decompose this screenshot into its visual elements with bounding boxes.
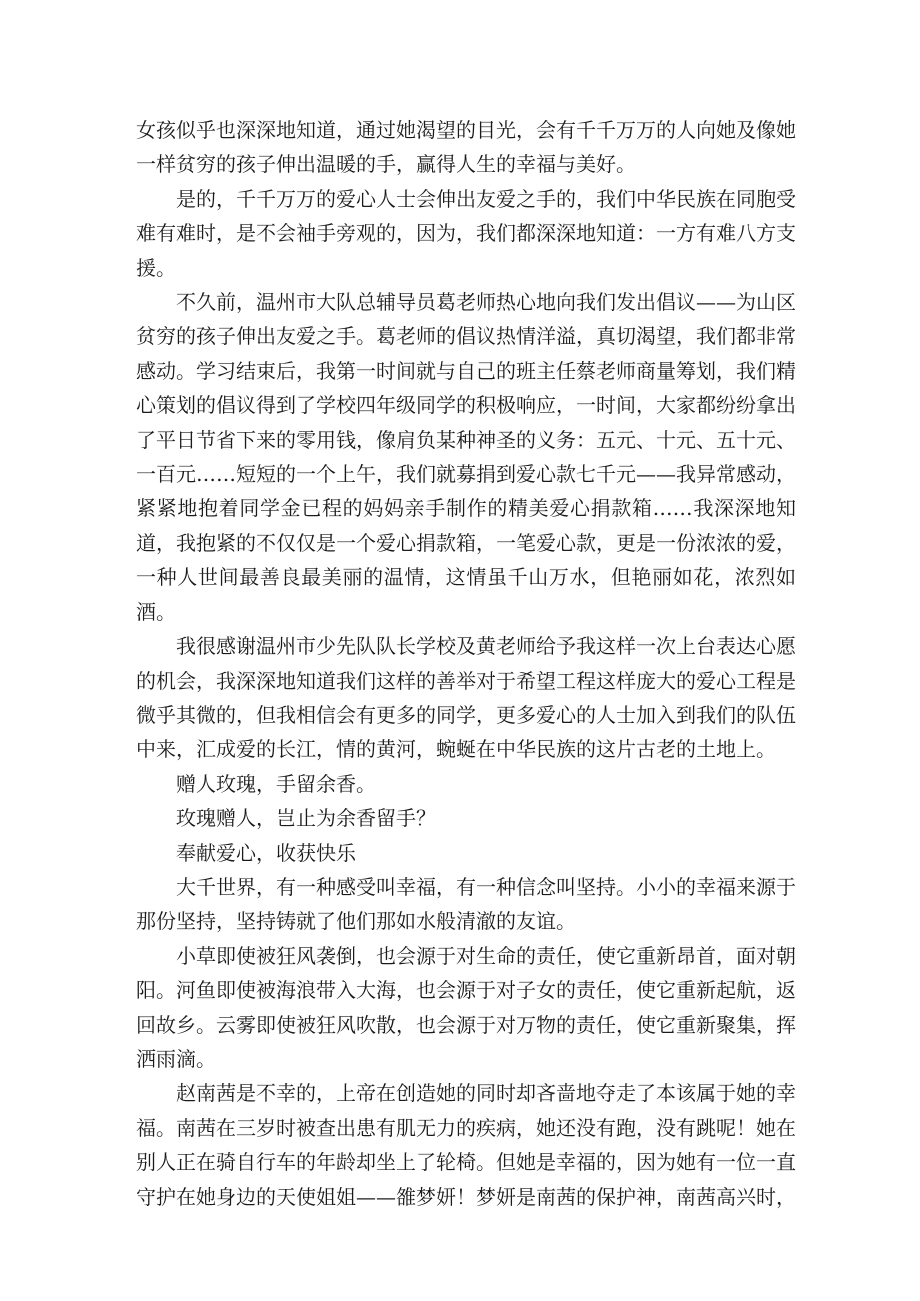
document-body — [136, 113, 796, 1214]
paragraph-9: 小草即使被狂风袭倒，也会源于对生命的责任，使它重新昂首，面对朝阳。河鱼即使被海浪带入大海，也会源于对子女的责任，使它重新起航，返回故乡。云雾即使被狂风吹散，也会源于对万物的责任，使它重新聚集，挥洒雨滴。 — [136, 943, 796, 1071]
paragraph-10: 赵南茜是不幸的，上帝在创造她的同时却吝啬地夺走了本该属于她的幸福。南茜在三岁时被查出患有肌无力的疾病，她还没有跑，没有跳呢！她在别人正在骑自行车的年龄却坐上了轮椅。但她是幸福的，因为她有一位一直守护在她身边的天使姐姐——雒梦妍！梦妍是南茜的保护神，南茜高兴时， — [136, 1081, 796, 1209]
paragraph-2: 是的，千千万万的爱心人士会伸出友爱之手的，我们中华民族在同胞受难有难时，是不会袖手旁观的，因为，我们都深深地知道：一方有难八方支援。 — [136, 186, 796, 280]
paragraph-4: 我很感谢温州市少先队队长学校及黄老师给予我这样一次上台表达心愿的机会，我深深地知道我们这样的善举对于希望工程这样庞大的爱心工程是微乎其微的，但我相信会有更多的同学，更多爱心的人士加入到我们的队伍中来，汇成爱的长江，情的黄河，蜿蜒在中华民族的这片古老的土地上。 — [136, 634, 796, 762]
paragraph-5: 赠人玫瑰，手留余香。 — [176, 771, 376, 796]
paragraph-7: 奉献爱心，收获快乐 — [176, 840, 356, 865]
paragraph-6: 玫瑰赠人，岂止为余香留手？ — [176, 806, 436, 831]
paragraph-8: 大千世界，有一种感受叫幸福，有一种信念叫坚持。小小的幸福来源于那份坚持，坚持铸就了他们那如水般清澈的友谊。 — [136, 874, 796, 934]
paragraph-3: 不久前，温州市大队总辅导员葛老师热心地向我们发出倡议——为山区贫穷的孩子伸出友爱之手。葛老师的倡议热情洋溢，真切渴望，我们都非常感动。学习结束后，我第一时间就与自己的班主任蔡老师商量筹划，我们精心策划的倡议得到了学校四年级同学的积极响应，一时间，大家都纷纷拿出了平日节省下来的零用钱，像肩负某种神圣的义务：五元、十元、五十元、一百元……短短的一个上午，我们就募捐到爱心款七千元——我异常感动，紧紧地抱着同学金已程的妈妈亲手制作的精美爱心捐款箱……我深深地知道，我抱紧的不仅仅是一个爱心捐款箱，一笔爱心款，更是一份浓浓的爱，一种人世间最善良最美丽的温情，这情虽千山万水，但艳丽如花，浓烈如酒。 — [136, 290, 796, 624]
paragraph-1: 女孩似乎也深深地知道，通过她渴望的目光，会有千千万万的人向她及像她一样贫穷的孩子伸出温暖的手，赢得人生的幸福与美好。 — [136, 118, 796, 177]
